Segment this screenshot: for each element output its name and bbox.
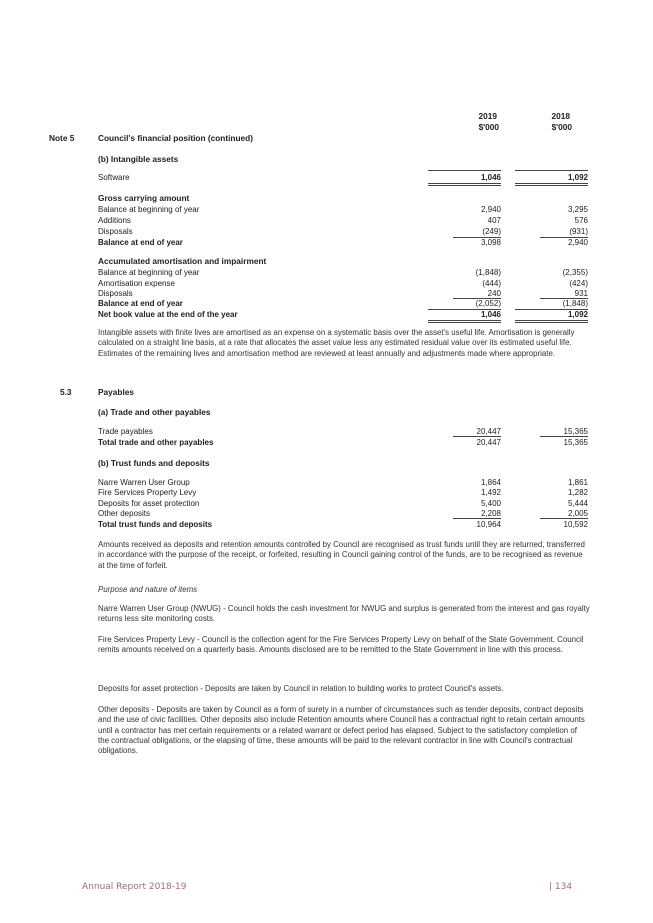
year-2018-header: 2018 [551, 111, 570, 121]
double-underline [428, 320, 501, 323]
row-label: Total trade and other payables [98, 438, 214, 447]
row-label: Deposits for asset protection [98, 499, 200, 508]
value-2018: 1,092 [567, 173, 588, 182]
gross-total-row [98, 237, 588, 248]
value-2019: (444) [482, 279, 501, 288]
purpose-paragraph: Other deposits - Deposits are taken by Council as a form of surety in a number of circumstances such as tender deposits, contract deposits and the use of civic facilities. Other deposits also include Retention amounts where Council has a contractual right to retain certain amounts until a contractor has met certain requirements or a related warrant or defect period has elapsed. Subject to the satisfactory completion of the contractual obligations, or the elapsing of time, these amounts will be paid to the relevant contractor in line with Council's contractual obligations. [98, 705, 585, 756]
value-2018: 15,365 [563, 438, 588, 447]
value-2019: 2,208 [480, 509, 501, 518]
amort-total-row [98, 298, 588, 309]
trade-total-row [98, 437, 588, 448]
value-2019: 1,864 [480, 478, 501, 487]
purpose-heading: Purpose and nature of items [98, 585, 198, 594]
double-underline [428, 183, 501, 186]
value-2019: 407 [487, 216, 501, 225]
double-underline [515, 183, 588, 186]
note-number: Note 5 [49, 133, 75, 143]
value-2019: 3,098 [480, 238, 501, 247]
double-underline [515, 320, 588, 323]
year-2019-header: 2019 [478, 111, 497, 121]
value-2018: 576 [574, 216, 588, 225]
value-2018: 2,005 [567, 509, 588, 518]
unit-2018-header: $'000 [551, 122, 572, 132]
gross-row [98, 226, 588, 237]
purpose-paragraph: Deposits for asset protection - Deposits are taken by Council in relation to building works to protect Council's assets. [98, 684, 504, 693]
value-2018: 15,365 [563, 427, 588, 436]
amort-heading: Accumulated amortisation and impairment [98, 256, 267, 266]
intangibles-policy-paragraph: Intangible assets with finite lives are amortised as an expense on a systematic basis over the asset's useful life. Amortisation is generally calculated on a straight line basis, at a rate that allocates the asset value less any estimated residual value over its estimated useful life. Estimates of the remaining lives and amortisation method are reviewed at least annually and adjustments made where appropriate. [98, 328, 575, 358]
value-2018: (424) [569, 279, 588, 288]
trust-total-row [98, 519, 588, 530]
row-label: Other deposits [98, 509, 151, 518]
value-2019: 10,964 [476, 520, 501, 529]
value-2018: (2,355) [562, 268, 588, 277]
row-label: Amortisation expense [98, 279, 175, 288]
row-label: Balance at end of year [98, 299, 183, 308]
trade-payables-row [98, 426, 588, 437]
row-label: Balance at end of year [98, 238, 183, 247]
value-2018: 3,295 [567, 205, 588, 214]
row-label: Narre Warren User Group [98, 478, 190, 487]
row-label: Additions [98, 216, 131, 225]
purpose-paragraph: Narre Warren User Group (NWUG) - Council holds the cash investment for NWUG and surplus is generated from the interest and gas royalty returns less site monitoring costs. [98, 604, 590, 624]
value-2019: (249) [482, 227, 501, 236]
value-2019: 20,447 [476, 438, 501, 447]
row-label: Balance at beginning of year [98, 268, 200, 277]
unit-2019-header: $'000 [478, 122, 499, 132]
trade-heading: (a) Trade and other payables [98, 407, 211, 417]
row-label: Software [98, 173, 130, 182]
value-2018: 5,444 [567, 499, 588, 508]
row-label: Net book value at the end of the year [98, 310, 238, 319]
underline [515, 170, 588, 171]
underline [428, 170, 501, 171]
value-2018: (1,848) [562, 299, 588, 308]
value-2019: (1,848) [475, 268, 501, 277]
section-title: Payables [98, 387, 134, 397]
value-2019: 240 [487, 289, 501, 298]
value-2019: 1,046 [480, 310, 501, 319]
gross-row [98, 204, 588, 215]
footer-page-number: | 134 [549, 882, 573, 892]
row-label: Disposals [98, 289, 133, 298]
value-2018: 10,592 [563, 520, 588, 529]
value-2018: 1,282 [567, 488, 588, 497]
value-2019: 2,940 [480, 205, 501, 214]
value-2019: 5,400 [480, 499, 501, 508]
row-label: Total trust funds and deposits [98, 520, 213, 529]
row-label: Fire Services Property Levy [98, 488, 197, 497]
note-title: Council's financial position (continued) [98, 133, 254, 143]
trust-row [98, 508, 588, 519]
row-label: Balance at beginning of year [98, 205, 200, 214]
trust-heading: (b) Trust funds and deposits [98, 458, 210, 468]
row-label: Trade payables [98, 427, 153, 436]
trust-policy-paragraph: Amounts received as deposits and retention amounts controlled by Council are recognised as trust funds until they are returned, transferred in accordance with the purpose of the receipt, or forfeited, resulting in Council gaining control of the funds, are to be recognised as revenue at the time of forfeit. [98, 540, 585, 570]
net-book-value-row [98, 309, 588, 320]
value-2018: 1,092 [567, 310, 588, 319]
value-2018: 1,861 [567, 478, 588, 487]
value-2019: (2,052) [475, 299, 501, 308]
row-label: Disposals [98, 227, 133, 236]
value-2018: (931) [569, 227, 588, 236]
purpose-paragraph: Fire Services Property Levy - Council is the collection agent for the Fire Services Property Levy on behalf of the State Government. Council remits amounts received on a quarterly basis. Amounts disclosed are to be remitted to the State Government in line with this process. [98, 635, 584, 655]
value-2019: 1,492 [480, 488, 501, 497]
trust-row [98, 487, 588, 498]
value-2018: 931 [574, 289, 588, 298]
software-row [98, 172, 588, 183]
gross-row [98, 215, 588, 226]
value-2018: 2,940 [567, 238, 588, 247]
footer-report-title: Annual Report 2018-19 [82, 882, 187, 892]
amort-row [98, 267, 588, 278]
value-2019: 20,447 [476, 427, 501, 436]
section-number: 5.3 [60, 387, 72, 397]
intangibles-heading: (b) Intangible assets [98, 154, 179, 164]
gross-heading: Gross carrying amount [98, 193, 190, 203]
value-2019: 1,046 [480, 173, 501, 182]
